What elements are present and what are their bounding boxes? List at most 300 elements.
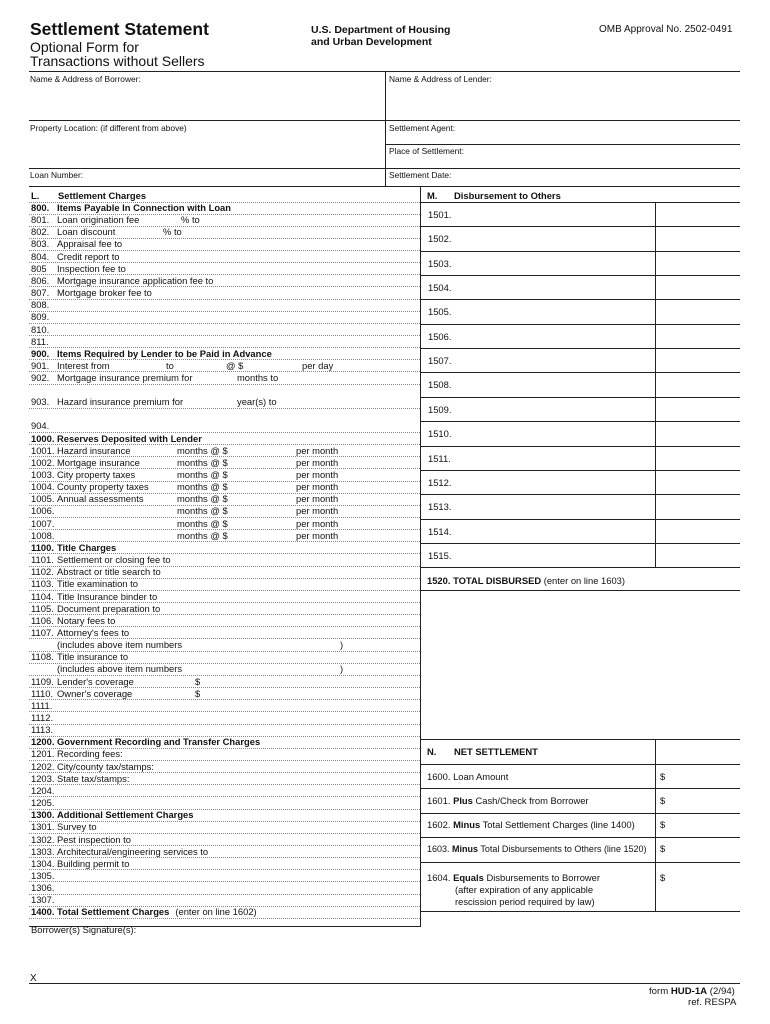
line-number: 1303. [31,845,55,857]
disbursement-row[interactable] [421,372,740,396]
rate-label: year(s) to [237,396,277,408]
line-description: Settlement or closing fee to [57,554,171,566]
line-number: 1113. [31,724,54,736]
rate-label: @ $ [226,359,244,371]
settlement-charge-row[interactable] [31,420,57,432]
settlement-charge-row[interactable] [31,688,132,700]
disbursement-row[interactable] [421,470,740,494]
per-month-label: per month [296,444,339,456]
disbursements-to-borrower-label: Disbursements to Borrower [486,872,601,883]
line-number: 1103. [31,578,54,590]
closing-paren: ) [340,639,344,651]
property-location-label: Property Location: (if different from above) [30,123,187,133]
per-month-label: per month [296,505,339,517]
disbursement-line-number: 1501. [428,209,452,220]
info-divider [385,71,386,186]
disbursement-line-number: 1502. [428,233,452,245]
line-description: (includes above item numbers [57,639,183,651]
line-number: 1003. [31,469,55,480]
settlement-charge-row[interactable] [31,870,57,882]
settlement-charge-row[interactable] [31,615,115,627]
line-description: Items Payable In Connection with Loan [57,202,231,213]
line-number: 904. [31,420,50,432]
line-number: 1205. [31,797,55,809]
line-number: 808. [31,299,50,311]
settlement-charge-row[interactable] [31,372,192,384]
line-number: 1301. [31,821,55,833]
line-number: 1200. [31,736,55,748]
row-rule [29,323,420,324]
cash-from-borrower-line [427,795,589,807]
property-location-field[interactable] [30,123,187,133]
loan-number-label: Loan Number: [30,170,84,180]
settlement-charge-row[interactable] [31,348,272,360]
settlement-date-field[interactable] [389,170,451,180]
months-at-label: months @ $ [177,481,228,493]
settlement-charge-row[interactable] [31,530,57,542]
settlement-charge-row[interactable] [31,578,138,590]
disbursement-line-number: 1511. [428,452,451,464]
line-description: Mortgage insurance application fee to [57,274,214,286]
settlement-charge-row[interactable] [31,457,140,469]
equals-label: Equals [453,872,484,883]
line-description: Owner's coverage [57,687,133,699]
line-description: Lender's coverage [57,675,134,687]
closing-paren: ) [340,663,344,675]
disbursements-to-borrower-dollar[interactable]: $ [660,872,666,883]
percent-to-label: % to [181,214,200,226]
line-number: 1204. [31,784,55,796]
settlement-charge-row[interactable] [31,834,131,846]
row-rule [29,796,420,797]
disbursement-line-number: 1509. [428,403,452,415]
settlement-charge-row[interactable] [31,591,157,603]
settlement-charge-row[interactable] [31,287,152,299]
line-description: Government Recording and Transfer Charges [57,736,261,748]
disbursement-row[interactable] [421,397,740,421]
settlement-charge-row[interactable] [31,663,182,675]
cash-from-borrower-dollar[interactable]: $ [660,795,666,806]
line-number: 807. [31,287,50,299]
section-l-letter: L. [31,190,40,201]
months-at-label: months @ $ [177,456,228,468]
row-rule [29,724,420,725]
line-1600-number: 1600. [427,771,451,782]
line-number: 901. [31,359,50,371]
settlement-charge-row[interactable] [31,433,202,445]
line-note: (enter on line 1602) [175,906,257,918]
line-1601-number: 1601. [427,795,451,806]
months-at-label: months @ $ [177,517,228,529]
line-1602-number: 1602. [427,819,451,830]
settlement-charge-row[interactable] [31,251,120,263]
disbursement-row[interactable] [421,519,740,543]
disbursement-line-number: 1512. [428,476,452,488]
settlement-agent-field[interactable] [389,123,455,133]
disbursement-line-number: 1505. [428,306,452,318]
settlement-charge-row[interactable] [31,736,260,748]
per-day-label: per day [302,359,334,371]
row-rule [29,918,420,919]
section-n-letter: N. [427,746,437,757]
line-description: Interest from [57,359,110,371]
rescission-note-line3: rescission period required by law) [455,896,595,907]
settlement-charge-row[interactable] [31,336,57,348]
line-description: Pest inspection to [57,833,132,845]
per-month-label: per month [296,529,339,541]
row-rule [29,784,420,785]
disbursement-row[interactable] [421,324,740,348]
total-disbursements-label: Total Disbursements to Others (line 1520) [480,844,647,854]
heading-rule [29,202,420,203]
line-1604-number: 1604. [427,872,451,883]
n-rule-4 [421,837,740,838]
line-description: State tax/stamps: [57,772,130,784]
line-number: 1106. [31,614,54,626]
disbursement-rule [421,567,740,568]
line-number: 1302. [31,833,55,845]
line-number: 903. [31,396,50,408]
months-at-label: months @ $ [177,493,228,505]
loan-amount-dollar[interactable]: $ [660,771,666,782]
line-number: 809. [31,311,50,323]
line-number: 1201. [31,748,55,760]
borrower-label: Name & Address of Borrower: [30,74,141,84]
disbursement-row[interactable] [421,299,740,323]
settlement-charge-row[interactable] [31,761,154,773]
line-number: 1100. [31,541,54,553]
disbursement-line-number: 1514. [428,525,452,537]
disbursement-row[interactable] [421,251,740,275]
section-n-top-rule [421,739,740,740]
line-number: 805 [31,262,47,274]
line-number: 1006. [31,505,55,517]
settlement-charge-row[interactable] [31,324,57,336]
disbursement-row[interactable] [421,226,740,250]
total-disbursed-line [427,575,625,587]
disbursement-line-number: 1504. [428,282,452,294]
line-description: Total Settlement Charges [57,906,170,918]
settlement-charge-row[interactable] [31,481,149,493]
disbursement-row[interactable] [421,348,740,372]
line-description: Credit report to [57,250,120,262]
line-number: 1002. [31,456,55,468]
section-m-letter: M. [427,190,438,201]
settlement-charge-row[interactable] [31,299,57,311]
signature-x-mark: X [30,973,37,984]
settlement-charge-row[interactable] [31,773,129,785]
signature-line[interactable] [29,983,740,984]
line-description: Recording fees: [57,748,123,760]
settlement-charge-row[interactable] [31,542,116,554]
row-rule [29,299,420,300]
line-description: County property taxes [57,481,149,493]
form-revision: (2/94) [709,986,735,997]
line-number: 900. [31,347,50,359]
line-description: City property taxes [57,469,136,480]
line-number: 1108. [31,651,54,663]
settlement-charge-row[interactable] [31,712,57,724]
line-number: 1203. [31,772,55,784]
settlement-charge-row[interactable] [31,554,171,566]
place-of-settlement-label: Place of Settlement: [389,146,464,156]
settlement-charge-row[interactable] [31,226,115,238]
settlement-charge-row[interactable] [31,469,135,481]
total-disbursed-label: TOTAL DISBURSED [453,575,542,586]
section-l-title: Settlement Charges [58,190,147,201]
total-disbursed-number: 1520. [427,575,451,586]
months-at-label: months @ $ [177,505,228,517]
total-settlement-charges-line [427,819,635,831]
disbursement-row[interactable] [421,202,740,226]
settlement-charge-row[interactable] [31,821,97,833]
n-rule-2 [421,788,740,789]
form-reference: ref. RESPA [688,997,737,1008]
minus-label-1602: Minus [453,819,481,830]
line-number: 1305. [31,869,55,881]
line-number: 800. [31,202,50,213]
line-description: Building permit to [57,857,130,869]
agency-name-line2: and Urban Development [311,36,432,48]
line-description: Survey to [57,821,97,833]
line-description: Hazard insurance premium for [57,396,184,408]
settlement-charge-row[interactable] [31,275,213,287]
settlement-charge-row[interactable] [31,809,193,821]
disbursement-row[interactable] [421,275,740,299]
section-l-heading [31,190,146,202]
settlement-charge-row[interactable] [31,846,208,858]
settlement-charge-row[interactable] [31,651,128,663]
line-description: Notary fees to [57,614,116,626]
line-number: 1400. [31,906,55,918]
line-number: 1008. [31,529,55,541]
settlement-charge-row[interactable] [31,724,57,736]
coverage-dollar: $ [195,687,201,699]
settlement-charge-row[interactable] [31,518,57,530]
line-description: Attorney's fees to [57,626,130,638]
settlement-agent-label: Settlement Agent: [389,123,456,133]
line-number: 1107. [31,626,54,638]
settlement-charge-row[interactable] [31,639,182,651]
settlement-charge-row[interactable] [31,906,257,918]
row-rule [29,881,420,882]
n-rule-3 [421,813,740,814]
line-number: 1300. [31,809,55,821]
line-number: 1304. [31,857,55,869]
settlement-charge-row[interactable] [31,858,129,870]
line-number: 902. [31,372,50,384]
line-description: Title insurance to [57,651,129,663]
row-rule [29,894,420,895]
section-n-title: NET SETTLEMENT [454,746,538,757]
percent-to-label: % to [163,226,182,238]
form-title: Settlement Statement [30,19,209,39]
per-month-label: per month [296,481,339,493]
total-settlement-charges-dollar[interactable]: $ [660,819,666,830]
months-at-label: months @ $ [177,469,228,480]
line-description: Loan origination fee [57,214,140,226]
row-rule [29,699,420,700]
place-of-settlement-field[interactable] [389,146,464,156]
settlement-charge-row[interactable] [31,493,144,505]
disbursements-to-borrower-line [427,872,600,884]
disbursement-row[interactable] [421,543,740,567]
settlement-charge-row[interactable] [31,882,57,894]
line-description: Items Required by Lender to be Paid in Advance [57,347,272,359]
n-rule-1 [421,764,740,765]
line-number: 806. [31,274,50,286]
line-number: 1104. [31,590,54,602]
disbursement-line-number: 1508. [428,379,452,391]
settlement-charge-row[interactable] [31,238,122,250]
settlement-charge-row[interactable] [31,603,160,615]
line-number: 1001. [31,444,55,456]
line-number: 1000. [31,432,55,444]
line-number: 1307. [31,894,55,906]
section-n-bottom-rule [421,911,740,912]
row-rule [29,869,420,870]
line-description: Additional Settlement Charges [57,809,194,821]
line-description: Mortgage insurance premium for [57,372,193,384]
line-description: Loan discount [57,226,116,238]
disbursement-row[interactable] [421,421,740,445]
section-m-heading [427,190,561,202]
line-description: Hazard insurance [57,444,131,456]
settlement-charge-row[interactable] [31,505,57,517]
per-month-label: per month [296,493,339,505]
settlement-charge-row[interactable] [31,566,161,578]
disbursement-line-number: 1506. [428,330,452,342]
line-description: Reserves Deposited with Lender [57,432,202,444]
line-number: 1005. [31,493,55,505]
line-number: 1101. [31,554,54,566]
disbursement-row[interactable] [421,446,740,470]
line-number: 1007. [31,517,55,529]
settlement-charge-row[interactable] [31,700,57,712]
info-rule-3 [385,144,740,145]
settlement-charge-row[interactable] [31,894,57,906]
line-number: 1109. [31,675,54,687]
total-settlement-charges-label: Total Settlement Charges (line 1400) [482,819,635,830]
line-number: 1004. [31,481,55,493]
settlement-charge-row[interactable] [31,785,57,797]
settlement-charge-row[interactable] [31,311,57,323]
interest-to-label: to [166,359,174,371]
line-description: Inspection fee to [57,262,126,274]
borrower-field[interactable] [30,74,141,84]
line-1603-number: 1603. [427,844,450,854]
disbursement-row[interactable] [421,494,740,518]
line-number: 1105. [31,602,54,614]
line-number: 811. [31,335,49,347]
per-month-label: per month [296,469,339,480]
loan-amount-line [427,771,508,783]
settlement-charge-row[interactable] [31,202,231,214]
line-number: 801. [31,214,50,226]
line-number: 804. [31,250,50,262]
settlement-charge-row[interactable] [31,360,110,372]
form-id: HUD-1A [670,986,708,997]
disbursement-line-number: 1513. [428,501,452,513]
rescission-note-line2: (after expiration of any applicable [455,884,594,895]
total-disbursements-dollar[interactable]: $ [660,843,666,854]
loan-amount-label: Loan Amount [453,771,509,782]
settlement-charge-row[interactable] [31,676,134,688]
form-subtitle-line2: Transactions without Sellers [30,53,205,69]
section-m-bottom-rule [421,590,740,591]
line-number: 1202. [31,760,55,772]
per-month-label: per month [296,517,339,529]
rate-label: months to [237,372,279,384]
line-description: (includes above item numbers [57,663,183,675]
per-month-label: per month [296,456,339,468]
months-at-label: months @ $ [177,444,228,456]
row-rule [29,711,420,712]
row-rule [29,408,420,409]
line-description: Architectural/engineering services to [57,845,209,857]
section-n-heading [427,746,538,758]
disbursement-line-number: 1515. [428,549,452,561]
settlement-charge-row[interactable] [31,797,57,809]
info-bottom-rule [29,186,740,187]
line-description: Abstract or title search to [57,566,161,578]
settlement-charge-row[interactable] [31,445,130,457]
line-number: 1306. [31,882,55,894]
settlement-charge-row[interactable] [31,214,139,226]
cash-from-borrower-label: Cash/Check from Borrower [475,795,589,806]
row-rule [29,335,420,336]
line-number: 803. [31,238,50,250]
minus-label-1603: Minus [452,844,479,854]
section-m-heading-rule [421,202,740,203]
row-rule [29,384,420,385]
line-description: Document preparation to [57,602,161,614]
n-rule-5 [421,862,740,863]
line-number: 802. [31,226,50,238]
agency-name-line1: U.S. Department of Housing [311,24,451,36]
form-prefix: form [649,986,669,997]
total-disbursed-note: (enter on line 1603) [543,575,626,586]
line-description: Title Charges [57,541,117,553]
months-at-label: months @ $ [177,529,228,541]
line-description: Mortgage insurance [57,456,140,468]
settlement-charge-row[interactable] [31,396,183,408]
total-disbursements-line [427,843,646,855]
settlement-charge-row[interactable] [31,748,123,760]
row-rule [29,311,420,312]
section-m-title: Disbursement to Others [454,190,561,201]
line-number: 1110. [31,687,54,699]
line-description: Title Insurance binder to [57,590,158,602]
line-number: 1111. [31,699,53,711]
settlement-date-label: Settlement Date: [389,170,452,180]
plus-label: Plus [453,795,473,806]
disbursement-line-number: 1510. [428,428,452,440]
line-description: City/county tax/stamps: [57,760,154,772]
line-description: Annual assessments [57,493,144,505]
coverage-dollar: $ [195,675,201,687]
line-description: Title examination to [57,578,138,590]
borrower-signature-label: Borrower(s) Signature(s): [31,924,137,935]
omb-approval-number: OMB Approval No. 2502-0491 [599,24,733,35]
settlement-charge-row[interactable] [31,263,126,275]
disbursement-line-number: 1507. [428,355,452,367]
settlement-charge-row[interactable] [31,627,129,639]
lender-field[interactable] [389,74,492,84]
loan-number-field[interactable] [30,170,83,180]
line-number: 1102. [31,566,54,578]
line-number: 810. [31,323,50,335]
